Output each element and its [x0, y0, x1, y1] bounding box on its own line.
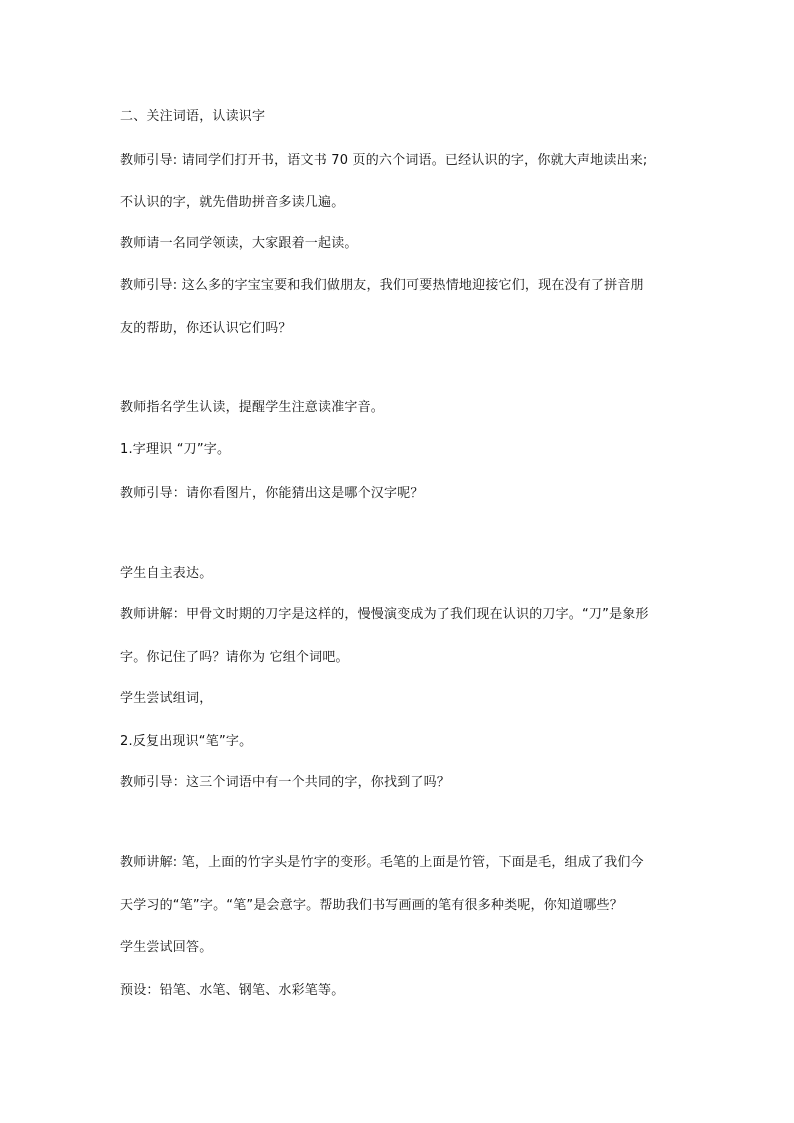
- paragraph-line: 教师引导：这三个词语中有一个共同的字，你找到了吗？: [120, 775, 451, 790]
- paragraph-line: 教师讲解: 笔，上面的竹字头是竹字的变形。毛笔的上面是竹管，下面是毛，组成了我们今: [120, 855, 644, 870]
- paragraph-line: 教师讲解：甲骨文时期的刀字是这样的，慢慢演变成为了我们现在认识的刀字。“刀”是象形: [120, 607, 649, 622]
- paragraph-line: 1.字理识 “刀”字。: [120, 442, 231, 457]
- paragraph-line: 教师引导: 这么多的字宝宝要和我们做朋友，我们可要热情地迎接它们，现在没有了拼音朋: [120, 278, 644, 293]
- paragraph-line: 教师指名学生认读，提醒学生注意读准字音。: [120, 400, 385, 415]
- paragraph-line: 字。你记住了吗？请你为 它组个词吧。: [120, 650, 349, 665]
- paragraph-line: 学生尝试回答。: [120, 940, 213, 955]
- paragraph-line: 2.反复出现识“笔”字。: [120, 734, 253, 749]
- paragraph-line: 学生尝试组词，: [120, 691, 213, 706]
- paragraph-line: 预设：铅笔、水笔、钢笔、水彩笔等。: [120, 983, 345, 998]
- paragraph-line: 友的帮助，你还认识它们吗？: [120, 321, 292, 336]
- section-heading: 二、关注词语，认读识字: [120, 109, 266, 124]
- paragraph-line: 学生自主表达。: [120, 566, 213, 581]
- paragraph-line: 教师请一名同学领读，大家跟着一起读。: [120, 236, 358, 251]
- paragraph-line: 天学习的“笔”字。“笔”是会意字。帮助我们书写画画的笔有很多种类呢，你知道哪些？: [120, 898, 623, 913]
- paragraph-line: 教师引导: 请同学们打开书，语文书 70 页的六个词语。已经认识的字，你就大声地读出来;: [120, 153, 648, 168]
- paragraph-line: 不认识的字，就先借助拼音多读几遍。: [120, 195, 345, 210]
- paragraph-line: 教师引导：请你看图片，你能猜出这是哪个汉字呢？: [120, 486, 424, 501]
